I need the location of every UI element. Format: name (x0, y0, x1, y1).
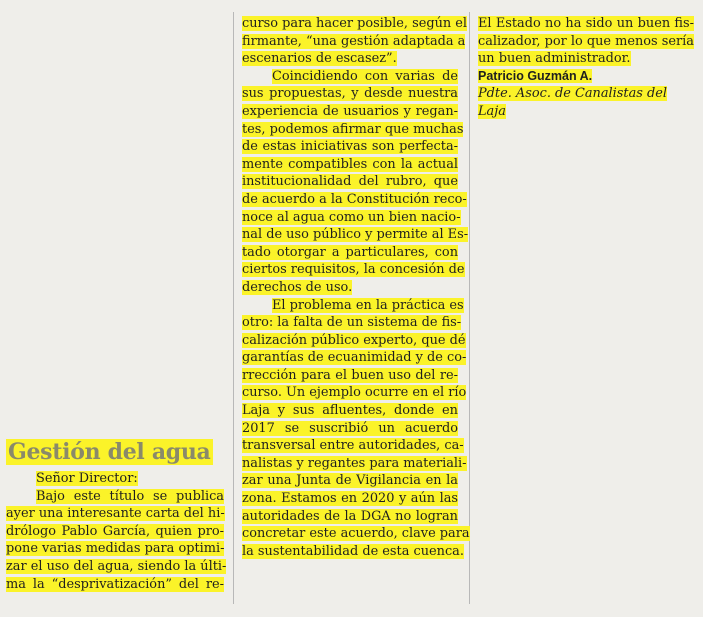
text-line: ma la “desprivatización” del re- (6, 576, 224, 592)
text-line: curso para hacer posible, según el (242, 16, 468, 31)
text-line: experiencia de usuarios y regan- (242, 103, 458, 119)
column-divider (469, 12, 470, 604)
text-line: de acuerdo a la Constitución reco- (242, 191, 467, 207)
column-3 (478, 15, 694, 121)
column-divider (233, 12, 234, 604)
text-line: Señor Director: (36, 471, 138, 486)
text-line: otro: la falta de un sistema de fis- (242, 315, 462, 331)
text-line: derechos de uso. (242, 279, 353, 295)
text-line: noce al agua como un bien nacio- (242, 209, 461, 225)
text-line: ciertos requisitos, la concesión de (242, 262, 465, 278)
text-line: El problema en la práctica es (272, 297, 464, 313)
text-line: drólogo Pablo García, quien pro- (6, 523, 224, 539)
signature-role: Pdte. Asoc. de Canalistas del Laja (478, 86, 667, 119)
text-line: nal de uso público y permite al Es- (242, 227, 469, 243)
text-line: ayer una interesante carta del hi- (6, 506, 225, 522)
text-line: zar una Junta de Vigilancia en la (242, 473, 458, 489)
text-line: sus propuestas, y desde nuestra (242, 86, 458, 102)
signature: Patricio Guzmán A. (478, 68, 593, 83)
text-line: garantías de ecuanimidad y de co- (242, 350, 467, 366)
text-line: tado otorgar a particulares, con (242, 244, 458, 260)
article-title: Gestión del agua (8, 439, 211, 465)
text-line: tes, podemos afirmar que muchas (242, 121, 464, 137)
column-1-text (6, 470, 227, 593)
text-line: 2017 se suscribió un acuerdo (242, 420, 458, 436)
text-line: la sustentabilidad de esta cuenca. (242, 543, 464, 559)
text-line: Coincidiendo con varias de (272, 68, 458, 84)
text-line: concretar este acuerdo, clave para (242, 526, 470, 542)
column-2 (242, 15, 470, 560)
text-line: pone varias medidas para optimi- (6, 541, 225, 557)
text-line: nalistas y regantes para materiali- (242, 455, 467, 471)
text-line: calizador, por lo que menos sería (478, 33, 694, 49)
text-line: zar el uso del agua, siendo la últi- (6, 558, 227, 574)
text-line: Bajo este título se publica (36, 488, 224, 504)
text-line: calización público experto, que dé (242, 332, 466, 348)
column-2-text (242, 15, 470, 560)
column-3-text (478, 15, 694, 68)
text-line: de estas iniciativas son perfecta- (242, 139, 458, 155)
text-line: institucionalidad del rubro, que (242, 174, 458, 190)
text-line: transversal entre autoridades, ca- (242, 438, 464, 454)
text-line: firmante, “una gestión adaptada a (242, 33, 466, 49)
text-line: autoridades de la DGA no logran (242, 508, 458, 524)
text-line: El Estado no ha sido un buen fis- (478, 16, 694, 31)
text-line: Laja y sus afluentes, donde en (242, 403, 458, 419)
text-line: un buen administrador. (478, 51, 631, 67)
text-line: mente compatibles con la actual (242, 156, 458, 172)
column-1 (6, 438, 227, 593)
text-line: curso. Un ejemplo ocurre en el río (242, 385, 467, 401)
text-line: zona. Estamos en 2020 y aún las (242, 491, 458, 507)
text-line: escenarios de escasez”. (242, 51, 397, 67)
text-line: rrección para el buen uso del re- (242, 367, 458, 383)
